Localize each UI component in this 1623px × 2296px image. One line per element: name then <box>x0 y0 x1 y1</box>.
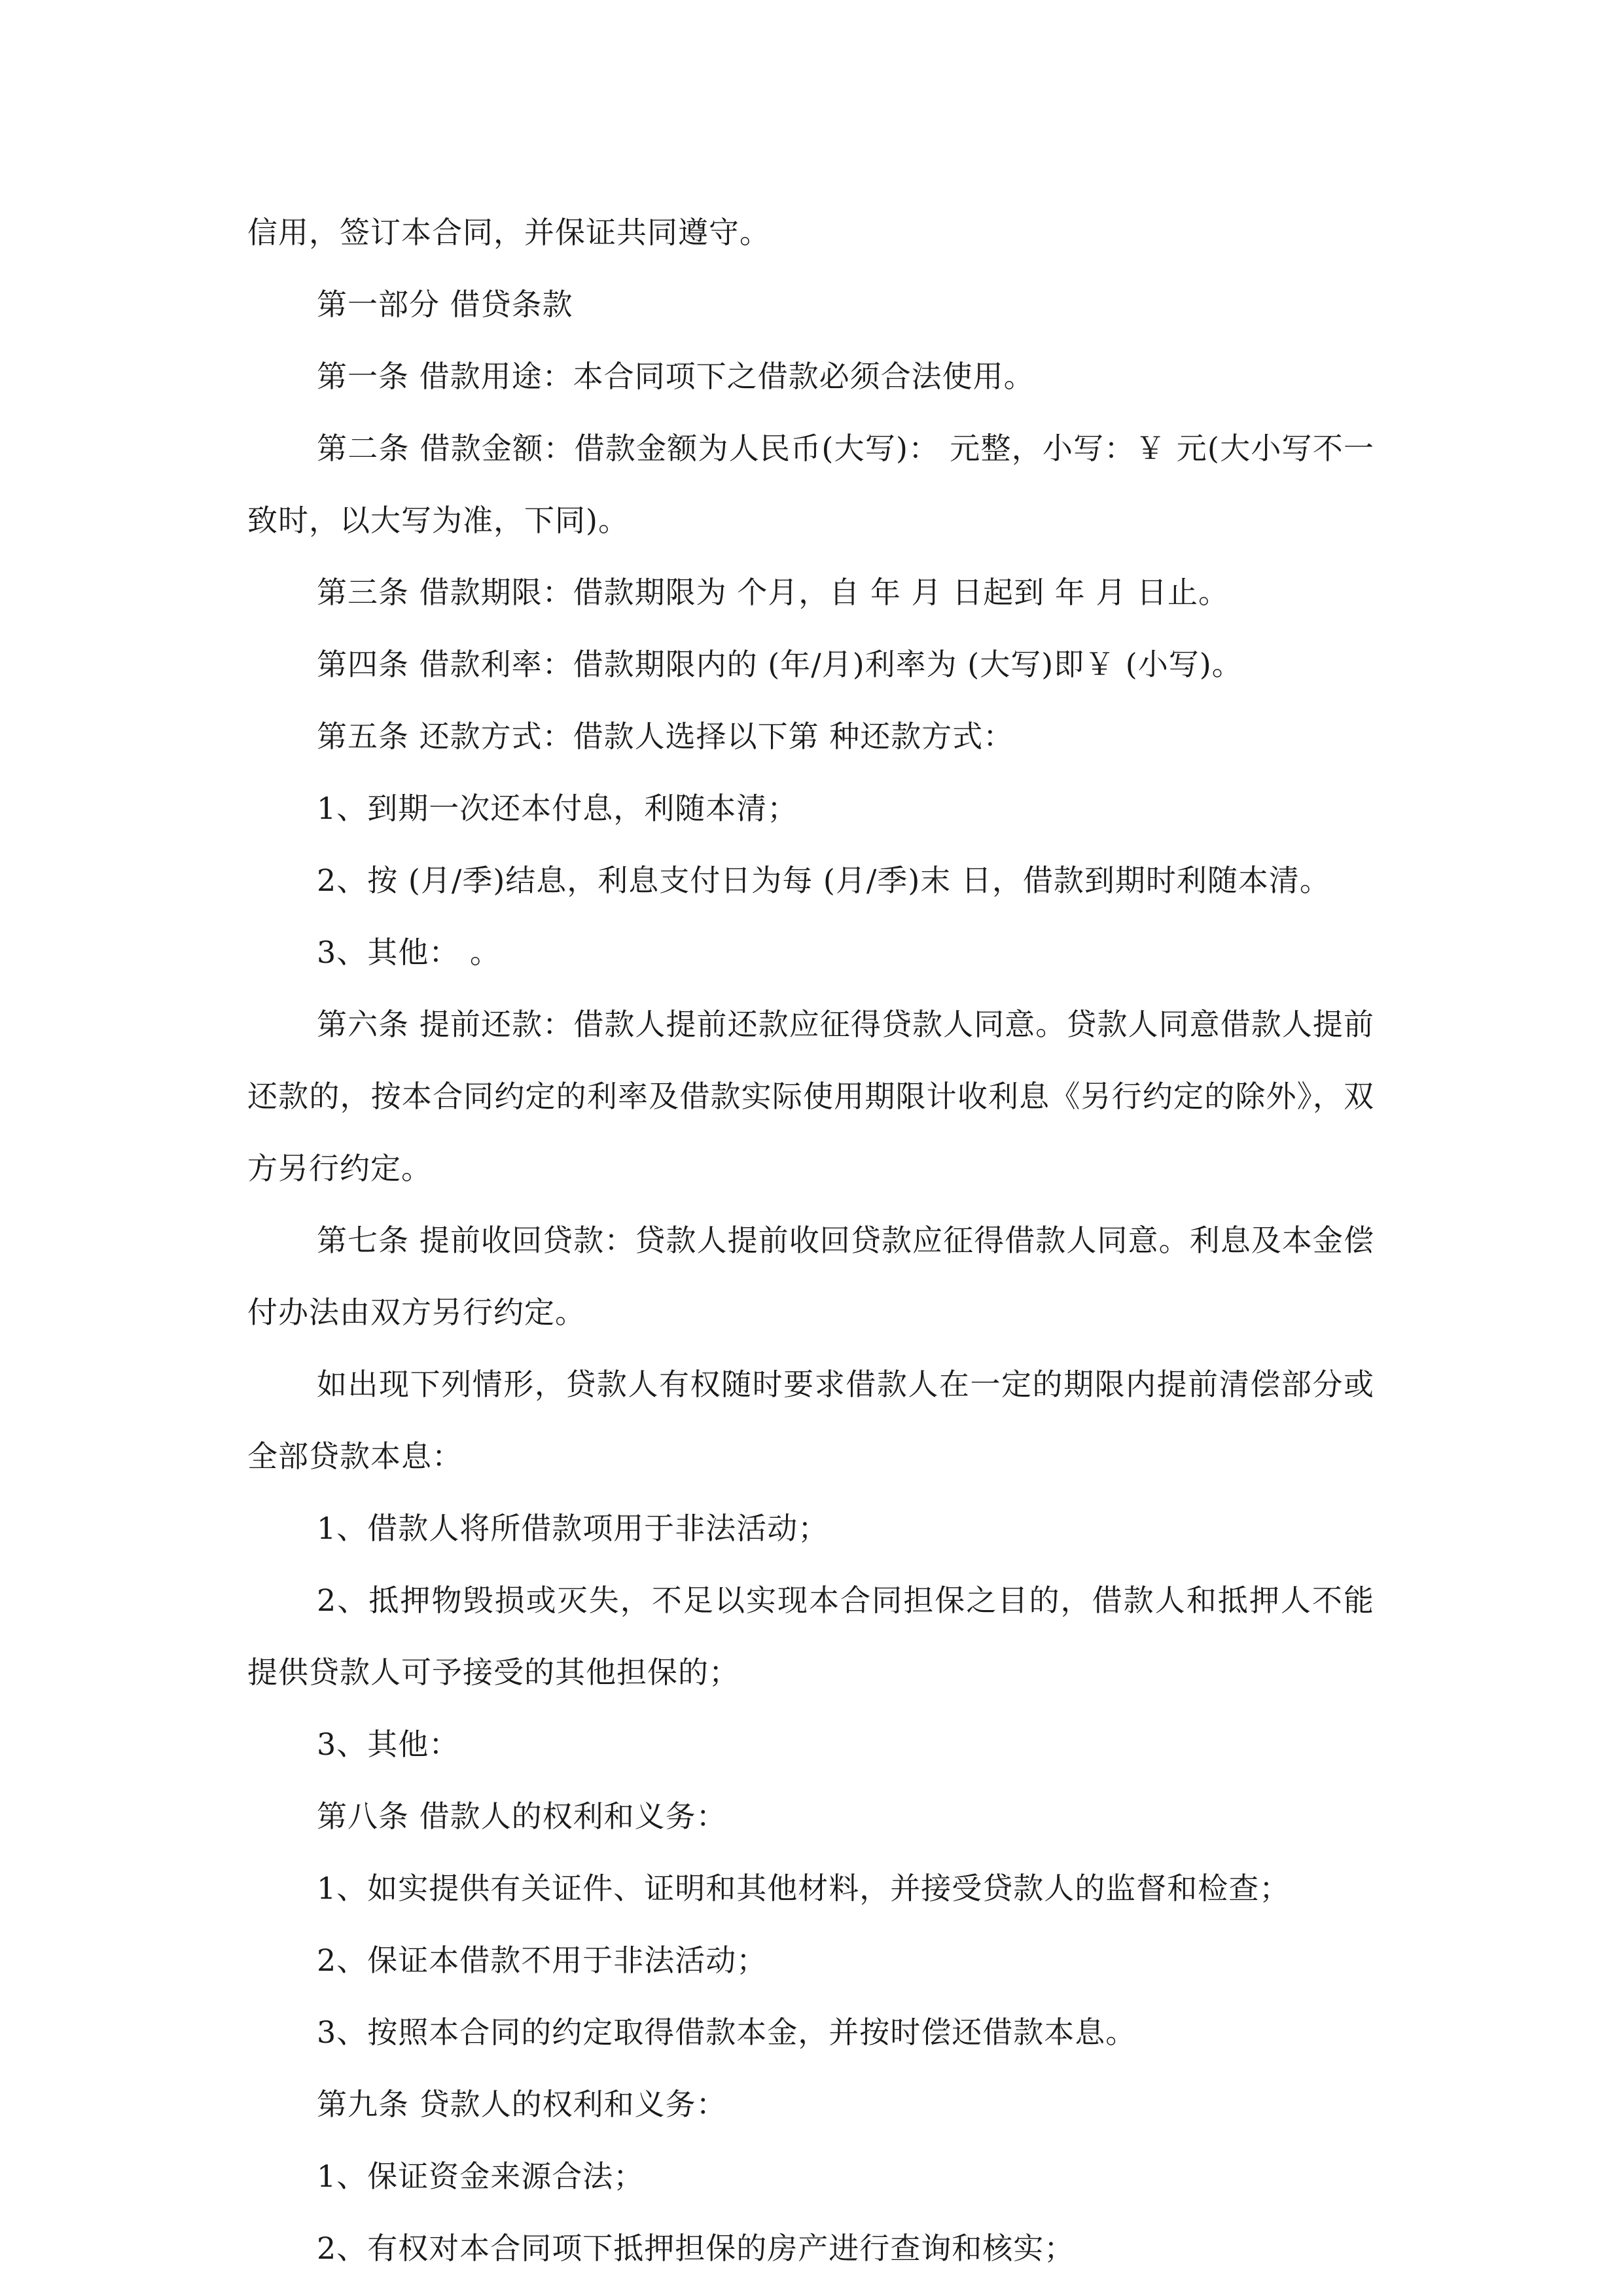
list-item: 2、保证本借款不用于非法活动； <box>317 1943 768 1978</box>
section-heading-part-one: 第一部分 借贷条款 <box>317 287 573 322</box>
clause-7-early-recall: 第七条 提前收回贷款：贷款人提前收回贷款应征得借款人同意。利息及本金偿付办法由双方另行约定。 <box>247 1223 1374 1330</box>
paragraph-continuation: 信用，签订本合同，并保证共同遵守。 <box>247 215 770 250</box>
clause-1-loan-purpose: 第一条 借款用途：本合同项下之借款必须合法使用。 <box>317 359 1035 394</box>
clause-6-early-repayment: 第六条 提前还款：借款人提前还款应征得贷款人同意。贷款人同意借款人提前还款的，按本合同约定的利率及借款实际使用期限计收利息《另行约定的除外》，双方另行约定。 <box>247 1007 1374 1186</box>
list-item: 3、其他： 。 <box>317 935 501 970</box>
list-item: 1、保证资金来源合法； <box>317 2159 645 2194</box>
list-item: 1、到期一次还本付息，利随本清； <box>317 791 798 826</box>
document-body <box>247 196 1374 2284</box>
clause-4-interest-rate: 第四条 借款利率：借款期限内的 (年/月)利率为 (大写)即￥ (小写)。 <box>317 647 1243 682</box>
paragraph-conditions: 如出现下列情形，贷款人有权随时要求借款人在一定的期限内提前清偿部分或全部贷款本息： <box>247 1367 1374 1474</box>
list-item: 2、按 (月/季)结息，利息支付日为每 (月/季)末 日，借款到期时利随本清。 <box>317 863 1330 898</box>
clause-2-loan-amount: 第二条 借款金额：借款金额为人民币(大写)： 元整，小写：￥ 元(大小写不一致时，以大写为准，下同)。 <box>247 431 1374 538</box>
clause-3-loan-term: 第三条 借款期限：借款期限为 个月，自 年 月 日起到 年 月 日止。 <box>317 575 1229 610</box>
list-item: 3、其他： <box>317 1727 460 1762</box>
list-item: 1、借款人将所借款项用于非法活动； <box>317 1511 829 1546</box>
clause-8-borrower-rights: 第八条 借款人的权利和义务： <box>317 1799 727 1834</box>
list-item: 2、有权对本合同项下抵押担保的房产进行查询和核实； <box>317 2231 1075 2266</box>
list-item: 1、如实提供有关证件、证明和其他材料，并接受贷款人的监督和检查； <box>317 1871 1291 1906</box>
clause-9-lender-rights: 第九条 贷款人的权利和义务： <box>317 2087 727 2122</box>
clause-5-repayment-method: 第五条 还款方式：借款人选择以下第 种还款方式： <box>317 719 1014 754</box>
list-item: 3、按照本合同的约定取得借款本金，并按时偿还借款本息。 <box>317 2015 1137 2050</box>
list-item: 2、抵押物毁损或灭失，不足以实现本合同担保之目的，借款人和抵押人不能提供贷款人可予接受的其他担保的； <box>247 1583 1374 1690</box>
